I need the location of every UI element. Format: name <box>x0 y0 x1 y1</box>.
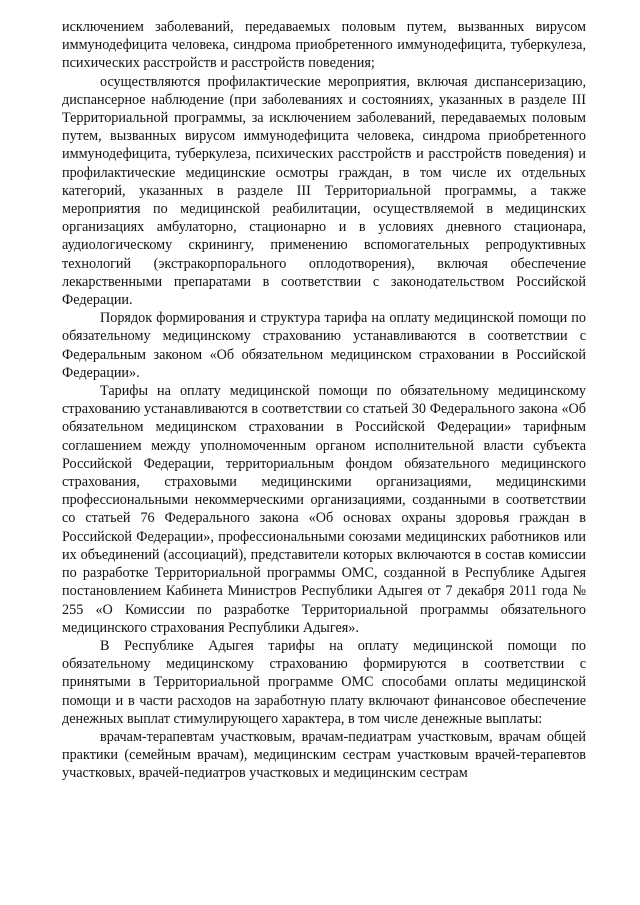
paragraph-tariff-agreement: Тарифы на оплату медицинской помощи по обязательному медицинскому страхованию устанавливаются в соответствии со статьей 30 Федерального закона «Об обязательном медицинском страховании в Российской Федерации» тарифным соглашением между уполномоченным органом исполнительной власти субъекта Российской Федерации, территориальным фондом обязательного медицинского страхования, страховыми медицинскими организациями, медицинскими профессиональными некоммерческими организациями, созданными в соответствии со статьей 76 Федерального закона «Об основах охраны здоровья граждан в Российской Федерации», профессиональными союзами медицинских работников или их объединений (ассоциаций), представители которых включаются в состав комиссии по разработке Территориальной программы ОМС, созданной в Республике Адыгея постановлением Кабинета Министров Республики Адыгея от 7 декабря 2011 года № 255 «О Комиссии по разработке Территориальной программы обязательного медицинского страхования Республики Адыгея». <box>62 383 586 636</box>
paragraph-tariff-structure: Порядок формирования и структура тарифа на оплату медицинской помощи по обязательному медицинскому страхованию устанавливаются в соответствии с Федеральным законом «Об обязательном медицинском страховании в Российской Федерации». <box>62 310 586 381</box>
paragraph-payments-list: врачам-терапевтам участковым, врачам-педиатрам участковым, врачам общей практики (семейным врачам), медицинским сестрам участковым врачей-терапевтов участковых, врачей-педиатров участковых и медицинским сестрам <box>62 728 586 782</box>
paragraph-preventive-measures: осуществляются профилактические мероприятия, включая диспансеризацию, диспансерное наблюдение (при заболеваниях и состояниях, указанных в разделе III Территориальной программы, за исключением заболеваний, передаваемых половым путем, вызванных вирусом иммунодефицита человека, синдрома приобретенного иммунодефицита, туберкулеза, психических расстройств и расстройств поведения) и профилактические медицинские осмотры граждан, в том числе их отдельных категорий, указанных в разделе III Территориальной программы, а также мероприятия по медицинской реабилитации, осуществляемой в медицинских организациях амбулаторно, стационарно и в условиях дневного стационара, аудиологическому скринингу, применению вспомогательных репродуктивных технологий (экстракорпорального оплодотворения), включая обеспечение лекарственными препаратами в соответствии с законодательством Российской Федерации. <box>62 73 586 309</box>
document-page <box>62 18 586 783</box>
paragraph-adygea-tariffs: В Республике Адыгея тарифы на оплату медицинской помощи по обязательному медицинскому страхованию формируются в соответствии с принятыми в Территориальной программе ОМС способами оплаты медицинской помощи и в части расходов на заработную плату включают финансовое обеспечение денежных выплат стимулирующего характера, в том числе денежные выплаты: <box>62 637 586 727</box>
paragraph-continuation: исключением заболеваний, передаваемых половым путем, вызванных вирусом иммунодефицита человека, синдрома приобретенного иммунодефицита, туберкулеза, психических расстройств и расстройств поведения; <box>62 19 586 72</box>
